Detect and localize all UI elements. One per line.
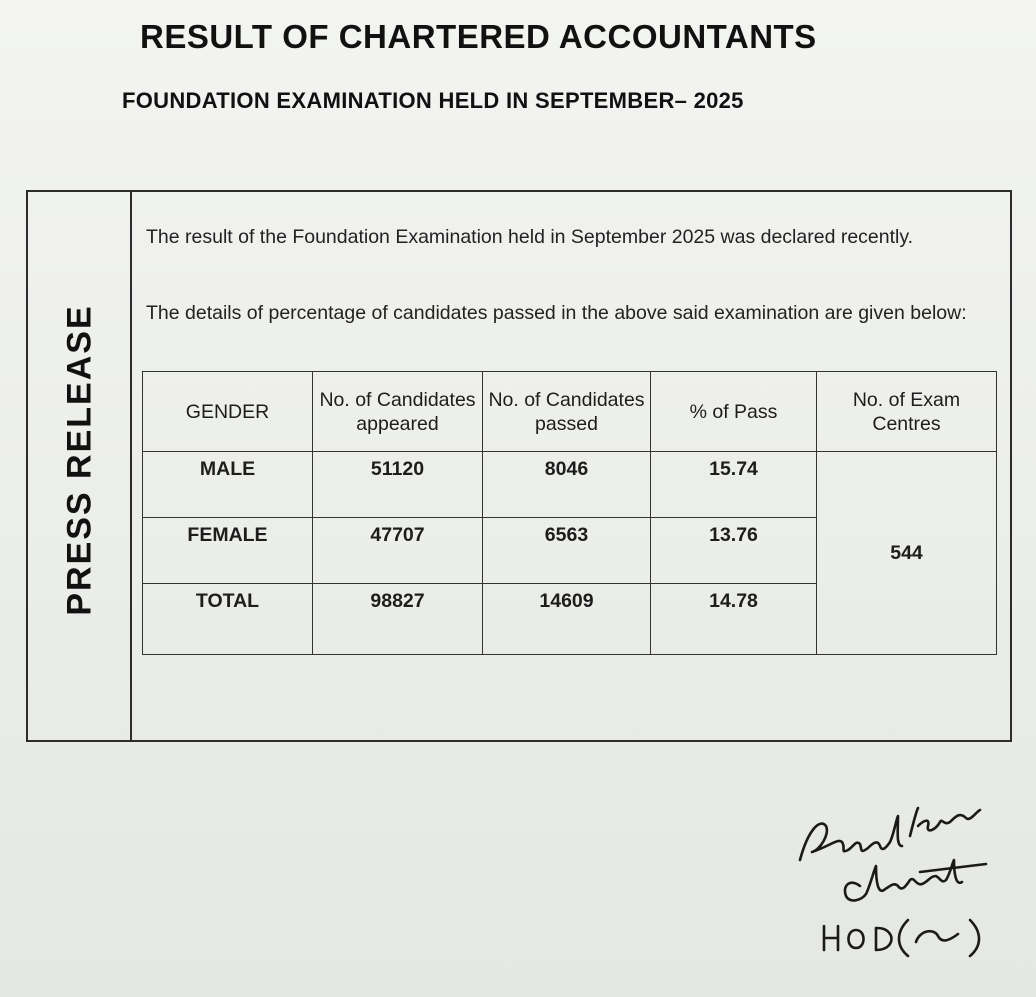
cell-passed: 14609 [483,584,651,655]
cell-gender: MALE [143,452,313,518]
document-subtitle: FOUNDATION EXAMINATION HELD IN SEPTEMBER– 2025 [122,88,744,113]
cell-pass-percent: 14.78 [651,584,817,655]
table-header-row [143,372,997,452]
results-table [142,371,997,655]
header-appeared: No. of Candidates appeared [313,372,483,452]
document-title: RESULT OF CHARTERED ACCOUNTANTS [140,18,817,55]
cell-gender: FEMALE [143,518,313,584]
cell-appeared: 47707 [313,518,483,584]
header-pass-percent: % of Pass [651,372,817,452]
details-paragraph: The details of percentage of candidates passed in the above said examination are given below: [146,302,967,324]
header-passed: No. of Candidates passed [483,372,651,452]
cell-exam-centres: 544 [817,452,997,655]
cell-pass-percent: 15.74 [651,452,817,518]
header-gender: GENDER [143,372,313,452]
header-exam-centres: No. of Exam Centres [817,372,997,452]
cell-appeared: 51120 [313,452,483,518]
press-release-label: PRESS RELEASE [60,304,99,616]
cell-pass-percent: 13.76 [651,518,817,584]
cell-passed: 6563 [483,518,651,584]
cell-passed: 8046 [483,452,651,518]
table-row [143,452,997,518]
cell-appeared: 98827 [313,584,483,655]
handwritten-signature [790,790,1030,980]
cell-gender: TOTAL [143,584,313,655]
intro-paragraph: The result of the Foundation Examination held in September 2025 was declared recently. [146,226,914,248]
side-label-column [28,192,132,740]
